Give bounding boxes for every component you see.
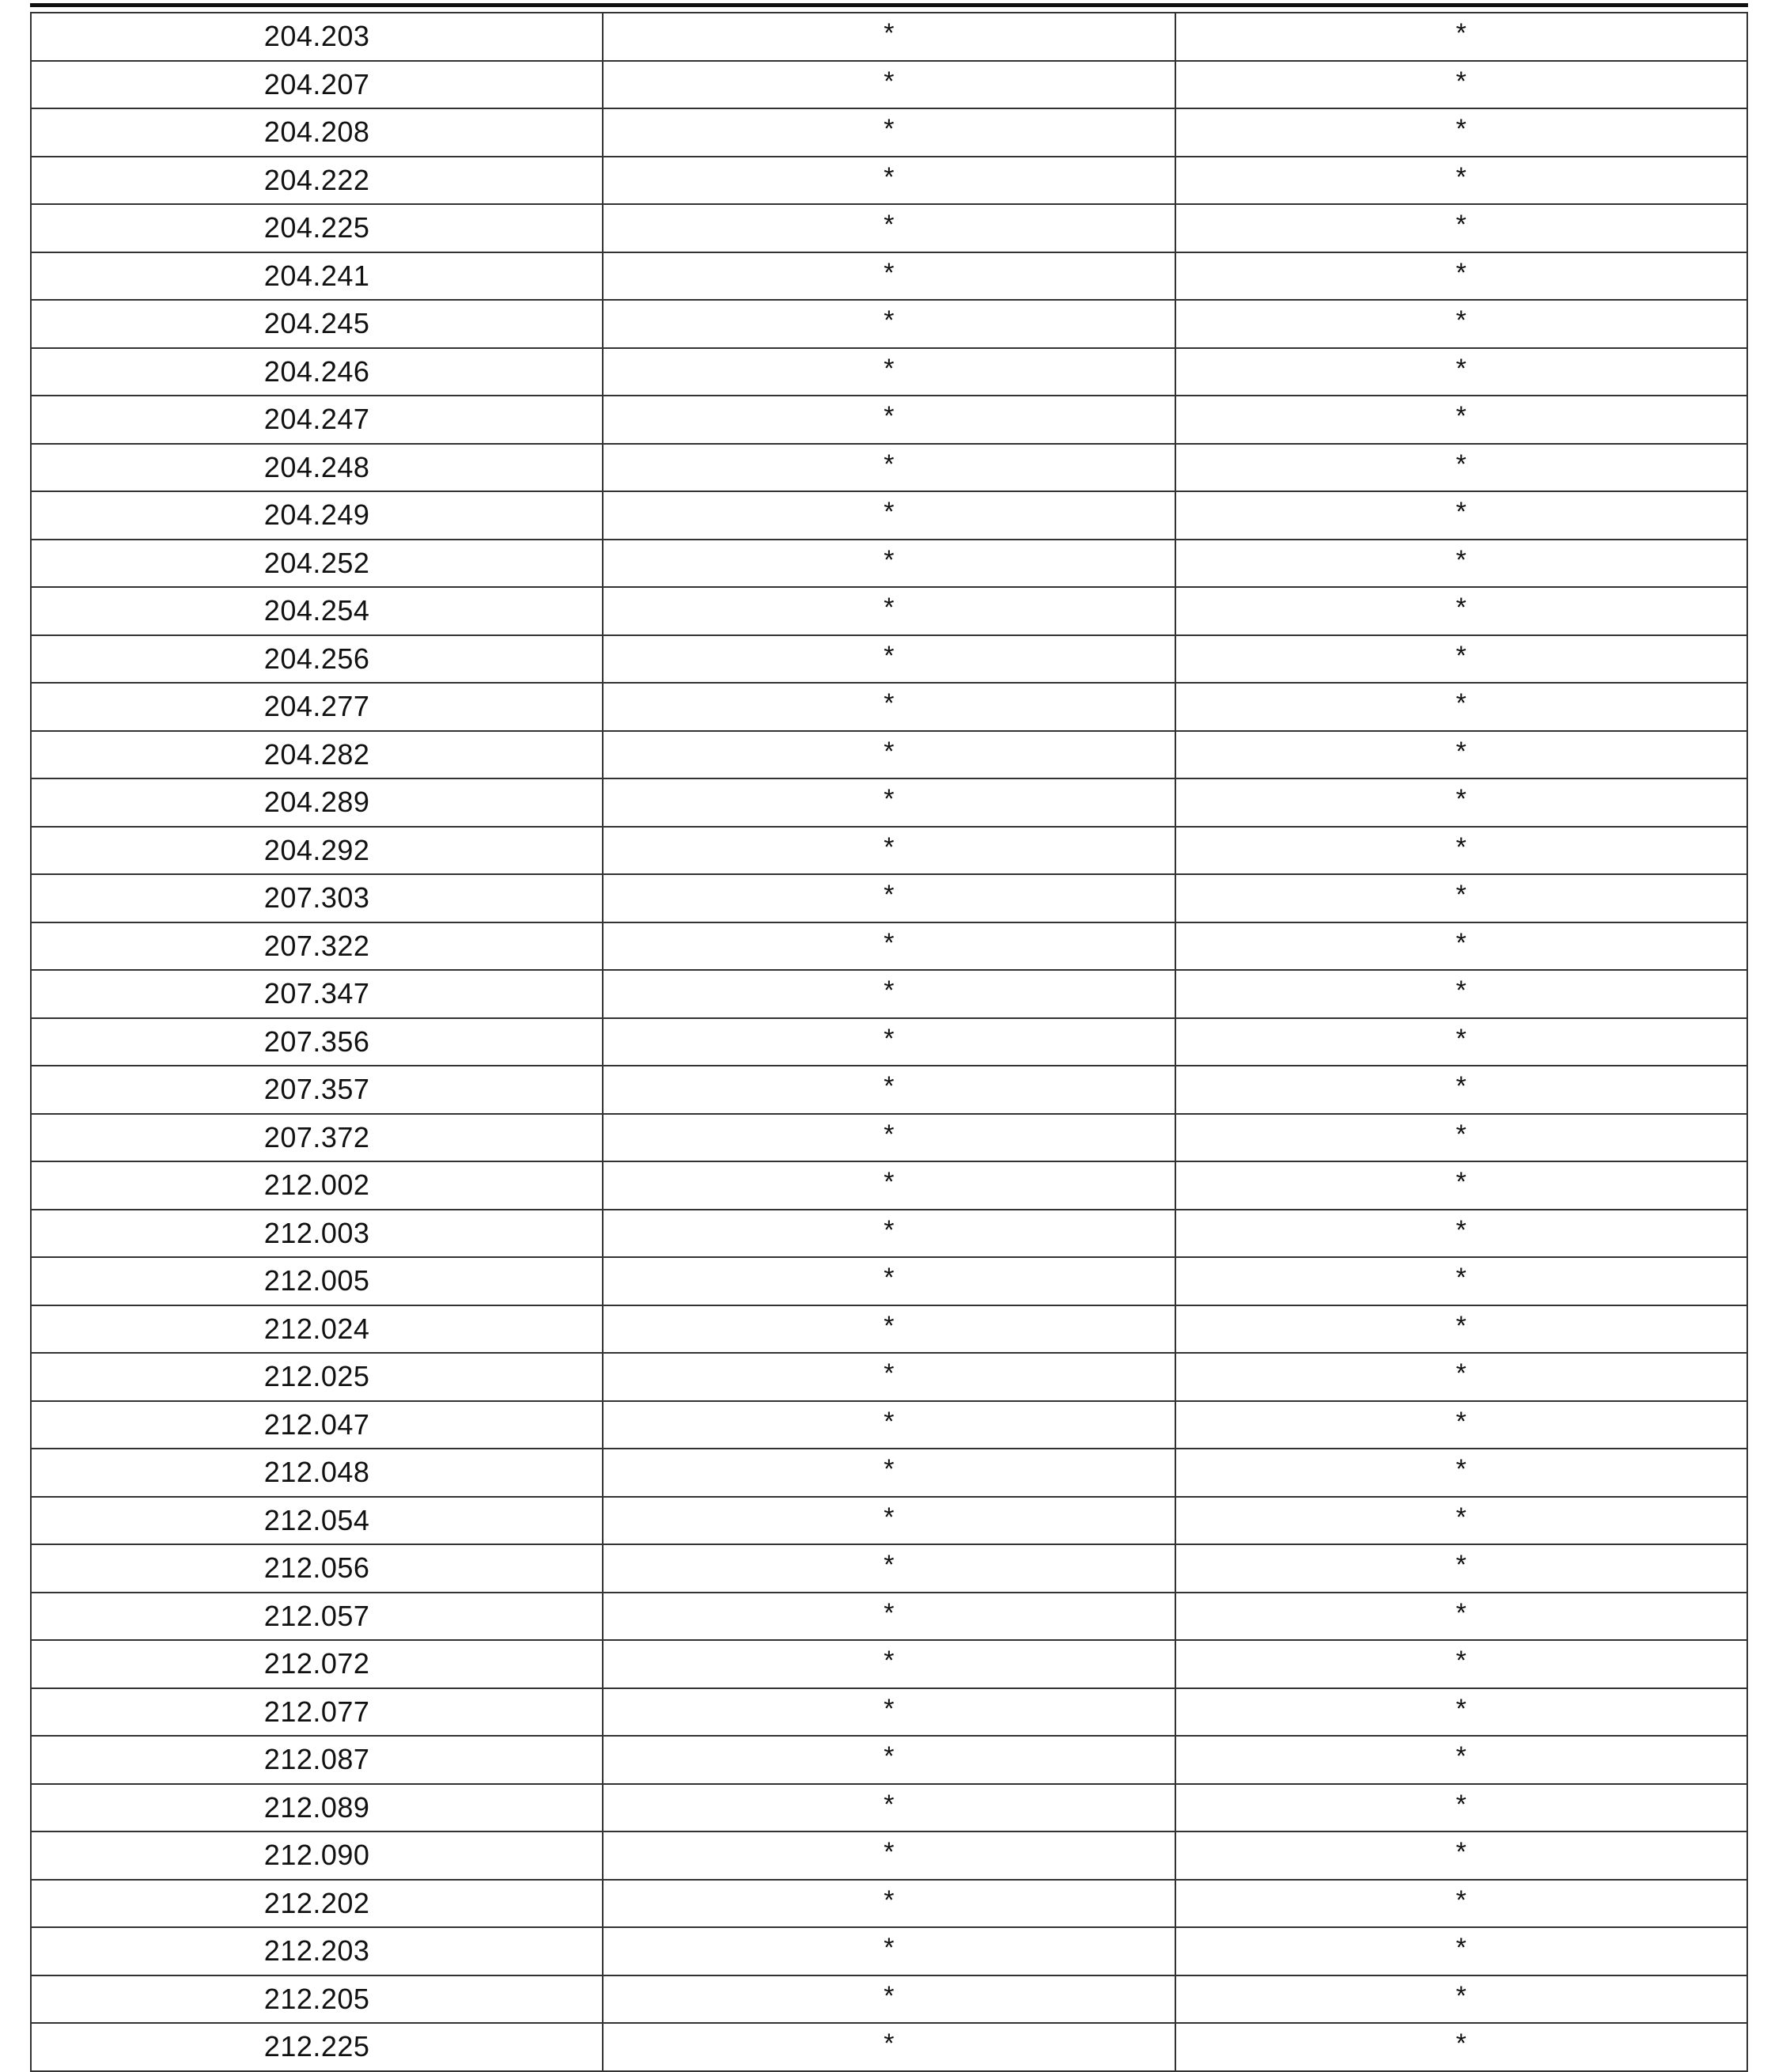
asterisk-cell: * xyxy=(603,157,1175,205)
code-cell: 212.003 xyxy=(31,1210,603,1258)
table-row xyxy=(31,1975,1747,2024)
code-cell: 204.289 xyxy=(31,778,603,827)
asterisk-cell: * xyxy=(1175,683,1748,731)
code-cell: 204.248 xyxy=(31,444,603,492)
asterisk-cell: * xyxy=(1175,1257,1748,1305)
asterisk-cell: * xyxy=(1175,348,1748,396)
asterisk-cell: * xyxy=(603,1161,1175,1210)
asterisk-cell: * xyxy=(603,348,1175,396)
asterisk-cell: * xyxy=(603,1210,1175,1258)
code-cell: 212.048 xyxy=(31,1449,603,1497)
asterisk-cell: * xyxy=(1175,252,1748,301)
asterisk-cell: * xyxy=(603,922,1175,971)
asterisk-cell: * xyxy=(603,396,1175,444)
table-row xyxy=(31,970,1747,1018)
table-row xyxy=(31,13,1747,61)
asterisk-cell: * xyxy=(1175,108,1748,157)
asterisk-cell: * xyxy=(603,1401,1175,1449)
asterisk-cell: * xyxy=(1175,1880,1748,1928)
asterisk-cell: * xyxy=(603,252,1175,301)
asterisk-cell: * xyxy=(603,1975,1175,2024)
asterisk-cell: * xyxy=(603,874,1175,922)
table-row xyxy=(31,348,1747,396)
code-cell: 204.256 xyxy=(31,635,603,684)
code-cell: 212.077 xyxy=(31,1688,603,1737)
code-cell: 212.087 xyxy=(31,1736,603,1784)
code-cell: 212.047 xyxy=(31,1401,603,1449)
code-cell: 204.282 xyxy=(31,731,603,779)
table-row xyxy=(31,1880,1747,1928)
asterisk-cell: * xyxy=(1175,444,1748,492)
asterisk-cell: * xyxy=(1175,1401,1748,1449)
asterisk-cell: * xyxy=(603,2023,1175,2071)
code-cell: 207.303 xyxy=(31,874,603,922)
code-cell: 204.277 xyxy=(31,683,603,731)
asterisk-cell: * xyxy=(603,300,1175,348)
table-row xyxy=(31,874,1747,922)
asterisk-cell: * xyxy=(1175,1688,1748,1737)
table-row xyxy=(31,396,1747,444)
asterisk-cell: * xyxy=(1175,1640,1748,1688)
code-cell: 207.356 xyxy=(31,1018,603,1066)
code-cell: 207.347 xyxy=(31,970,603,1018)
code-cell: 207.372 xyxy=(31,1114,603,1162)
table-row xyxy=(31,1784,1747,1832)
code-cell: 204.245 xyxy=(31,300,603,348)
code-cell: 204.246 xyxy=(31,348,603,396)
code-cell: 204.254 xyxy=(31,587,603,635)
table-row xyxy=(31,1066,1747,1114)
table-body xyxy=(31,13,1747,2071)
asterisk-cell: * xyxy=(603,1497,1175,1545)
table-row xyxy=(31,1161,1747,1210)
code-cell: 212.024 xyxy=(31,1305,603,1354)
table-row xyxy=(31,922,1747,971)
asterisk-cell: * xyxy=(1175,1114,1748,1162)
asterisk-cell: * xyxy=(1175,2023,1748,2071)
code-cell: 207.357 xyxy=(31,1066,603,1114)
table-row xyxy=(31,1449,1747,1497)
table-row xyxy=(31,683,1747,731)
table-row xyxy=(31,1736,1747,1784)
asterisk-cell: * xyxy=(1175,1784,1748,1832)
code-cell: 204.241 xyxy=(31,252,603,301)
asterisk-cell: * xyxy=(1175,587,1748,635)
asterisk-cell: * xyxy=(1175,778,1748,827)
table-row xyxy=(31,1018,1747,1066)
table-row xyxy=(31,1927,1747,1975)
table-row xyxy=(31,300,1747,348)
code-cell: 212.203 xyxy=(31,1927,603,1975)
code-cell: 212.225 xyxy=(31,2023,603,2071)
asterisk-cell: * xyxy=(1175,635,1748,684)
code-cell: 212.090 xyxy=(31,1831,603,1880)
asterisk-cell: * xyxy=(1175,1018,1748,1066)
code-cell: 204.203 xyxy=(31,13,603,61)
asterisk-cell: * xyxy=(603,1927,1175,1975)
asterisk-cell: * xyxy=(1175,1544,1748,1593)
table-row xyxy=(31,1688,1747,1737)
code-cell: 207.322 xyxy=(31,922,603,971)
asterisk-cell: * xyxy=(1175,922,1748,971)
asterisk-cell: * xyxy=(603,1305,1175,1354)
code-cell: 212.002 xyxy=(31,1161,603,1210)
table-row xyxy=(31,491,1747,540)
asterisk-cell: * xyxy=(603,1353,1175,1401)
code-cell: 204.222 xyxy=(31,157,603,205)
asterisk-cell: * xyxy=(1175,1736,1748,1784)
asterisk-cell: * xyxy=(603,1688,1175,1737)
asterisk-cell: * xyxy=(603,1831,1175,1880)
table-top-rule xyxy=(30,3,1748,7)
asterisk-cell: * xyxy=(603,1880,1175,1928)
asterisk-cell: * xyxy=(603,683,1175,731)
table-row xyxy=(31,1401,1747,1449)
asterisk-cell: * xyxy=(603,778,1175,827)
asterisk-cell: * xyxy=(603,1018,1175,1066)
table-row xyxy=(31,1640,1747,1688)
asterisk-cell: * xyxy=(603,108,1175,157)
asterisk-cell: * xyxy=(1175,1066,1748,1114)
table-row xyxy=(31,157,1747,205)
table-row xyxy=(31,1353,1747,1401)
asterisk-cell: * xyxy=(1175,204,1748,252)
code-cell: 204.208 xyxy=(31,108,603,157)
code-cell: 212.025 xyxy=(31,1353,603,1401)
code-cell: 204.225 xyxy=(31,204,603,252)
asterisk-cell: * xyxy=(603,1640,1175,1688)
table-row xyxy=(31,108,1747,157)
code-cell: 212.056 xyxy=(31,1544,603,1593)
asterisk-cell: * xyxy=(1175,1353,1748,1401)
asterisk-cell: * xyxy=(1175,540,1748,588)
asterisk-cell: * xyxy=(1175,1975,1748,2024)
asterisk-cell: * xyxy=(1175,731,1748,779)
asterisk-cell: * xyxy=(1175,827,1748,875)
code-cell: 204.207 xyxy=(31,61,603,109)
table-row xyxy=(31,444,1747,492)
table-row xyxy=(31,1831,1747,1880)
asterisk-cell: * xyxy=(1175,1831,1748,1880)
asterisk-cell: * xyxy=(1175,1497,1748,1545)
table-row xyxy=(31,778,1747,827)
table-row xyxy=(31,1497,1747,1545)
asterisk-cell: * xyxy=(603,444,1175,492)
asterisk-cell: * xyxy=(603,1784,1175,1832)
code-cell: 212.054 xyxy=(31,1497,603,1545)
asterisk-cell: * xyxy=(1175,1593,1748,1641)
table-row xyxy=(31,1593,1747,1641)
table-row xyxy=(31,61,1747,109)
asterisk-cell: * xyxy=(603,1114,1175,1162)
asterisk-cell: * xyxy=(1175,874,1748,922)
asterisk-cell: * xyxy=(603,1257,1175,1305)
asterisk-cell: * xyxy=(1175,1210,1748,1258)
table-row xyxy=(31,540,1747,588)
table-row xyxy=(31,635,1747,684)
asterisk-cell: * xyxy=(603,635,1175,684)
code-cell: 204.252 xyxy=(31,540,603,588)
asterisk-cell: * xyxy=(603,13,1175,61)
asterisk-cell: * xyxy=(603,587,1175,635)
asterisk-cell: * xyxy=(603,1736,1175,1784)
code-cell: 212.089 xyxy=(31,1784,603,1832)
table-row xyxy=(31,252,1747,301)
asterisk-cell: * xyxy=(603,61,1175,109)
asterisk-cell: * xyxy=(603,204,1175,252)
asterisk-cell: * xyxy=(1175,1161,1748,1210)
asterisk-cell: * xyxy=(1175,491,1748,540)
code-cell: 204.292 xyxy=(31,827,603,875)
code-cell: 204.247 xyxy=(31,396,603,444)
table-row xyxy=(31,1544,1747,1593)
asterisk-cell: * xyxy=(1175,1927,1748,1975)
asterisk-cell: * xyxy=(603,1544,1175,1593)
asterisk-cell: * xyxy=(603,491,1175,540)
code-cell: 212.072 xyxy=(31,1640,603,1688)
table-row xyxy=(31,1305,1747,1354)
code-cell: 204.249 xyxy=(31,491,603,540)
table-row xyxy=(31,827,1747,875)
code-table xyxy=(30,12,1748,2072)
code-cell: 212.005 xyxy=(31,1257,603,1305)
table-row xyxy=(31,587,1747,635)
asterisk-cell: * xyxy=(1175,157,1748,205)
code-cell: 212.057 xyxy=(31,1593,603,1641)
code-cell: 212.205 xyxy=(31,1975,603,2024)
table-row xyxy=(31,1210,1747,1258)
asterisk-cell: * xyxy=(603,827,1175,875)
asterisk-cell: * xyxy=(603,731,1175,779)
asterisk-cell: * xyxy=(1175,61,1748,109)
table-row xyxy=(31,731,1747,779)
table-row xyxy=(31,1257,1747,1305)
asterisk-cell: * xyxy=(1175,1305,1748,1354)
asterisk-cell: * xyxy=(603,1449,1175,1497)
asterisk-cell: * xyxy=(1175,300,1748,348)
asterisk-cell: * xyxy=(603,540,1175,588)
asterisk-cell: * xyxy=(603,970,1175,1018)
asterisk-cell: * xyxy=(1175,13,1748,61)
table-row xyxy=(31,2023,1747,2071)
asterisk-cell: * xyxy=(1175,970,1748,1018)
code-cell: 212.202 xyxy=(31,1880,603,1928)
table-row xyxy=(31,204,1747,252)
asterisk-cell: * xyxy=(603,1593,1175,1641)
asterisk-cell: * xyxy=(1175,1449,1748,1497)
asterisk-cell: * xyxy=(1175,396,1748,444)
asterisk-cell: * xyxy=(603,1066,1175,1114)
table-row xyxy=(31,1114,1747,1162)
